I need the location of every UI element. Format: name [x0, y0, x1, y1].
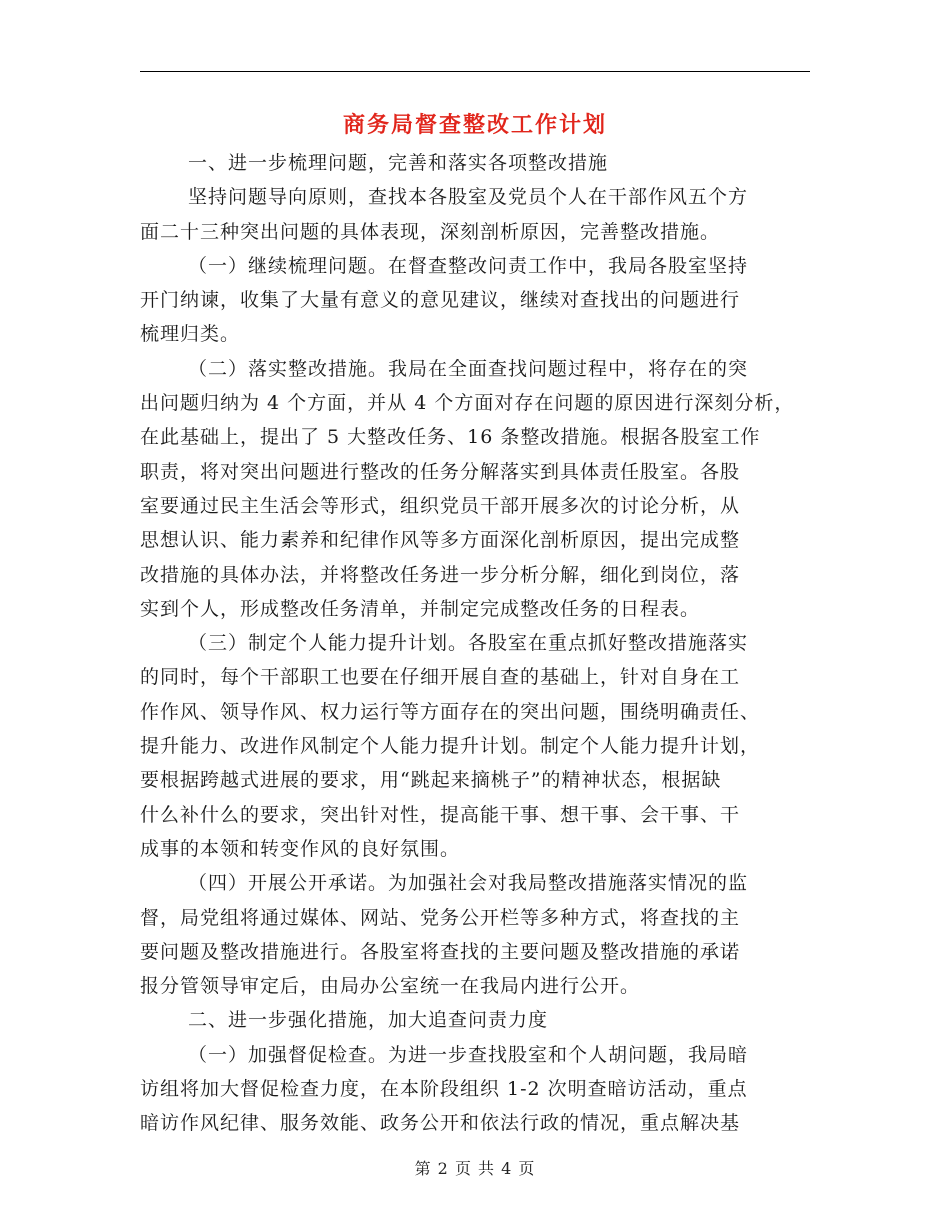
text-line: 报分管领导审定后，由局办公室统一在我局内进行公开。 — [140, 975, 641, 998]
text-line: 职责，将对突出问题进行整改的任务分解落实到具体责任股室。各股 — [140, 460, 741, 483]
text-line: （三）制定个人能力提升计划。各股室在重点抓好整改措施落实 — [188, 632, 749, 655]
text-line: 在此基础上，提出了 5 大整改任务、16 条整改措施。根据各股室工作 — [140, 426, 761, 449]
text-line: 梳理归类。 — [140, 323, 241, 346]
text-line: （一）继续梳理问题。在督查整改问责工作中，我局各股室坚持 — [188, 254, 749, 277]
text-line: 提升能力、改进作风制定个人能力提升计划。制定个人能力提升计划， — [140, 735, 761, 758]
header-rule — [140, 71, 810, 72]
page-footer: 第 2 页 共 4 页 — [414, 1159, 536, 1178]
text-line: 要根据跨越式进展的要求，用“跳起来摘桃子”的精神状态，根据缺 — [140, 769, 722, 792]
text-line: 作作风、领导作风、权力运行等方面存在的突出问题，围绕明确责任、 — [140, 700, 761, 723]
text-line: 出问题归纳为 4 个方面，并从 4 个方面对存在问题的原因进行深刻分析， — [140, 392, 795, 415]
text-line: 改措施的具体办法，并将整改任务进一步分析分解，细化到岗位，落 — [140, 563, 741, 586]
text-line: （四）开展公开承诺。为加强社会对我局整改措施落实情况的监 — [188, 872, 749, 895]
text-line: 面二十三种突出问题的具体表现，深刻剖析原因，完善整改措施。 — [140, 220, 721, 243]
text-line: （二）落实整改措施。我局在全面查找问题过程中，将存在的突 — [188, 357, 749, 380]
text-line: 暗访作风纪律、服务效能、政务公开和依法行政的情况，重点解决基 — [140, 1112, 741, 1135]
text-line: （一）加强督促检查。为进一步查找股室和个人胡问题，我局暗 — [188, 1043, 749, 1066]
document-title: 商务局督查整改工作计划 — [342, 113, 607, 138]
text-line: 的同时，每个干部职工也要在仔细开展自查的基础上，针对自身在工 — [140, 666, 741, 689]
text-line: 什么补什么的要求，突出针对性，提高能干事、想干事、会干事、干 — [140, 803, 741, 826]
text-line: 思想认识、能力素养和纪律作风等多方面深化剖析原因，提出完成整 — [140, 529, 741, 552]
text-line: 二、进一步强化措施，加大追查问责力度 — [188, 1009, 549, 1032]
text-line: 开门纳谏，收集了大量有意义的意见建议，继续对查找出的问题进行 — [140, 289, 741, 312]
text-line: 成事的本领和转变作风的良好氛围。 — [140, 837, 461, 860]
text-line: 实到个人，形成整改任务清单，并制定完成整改任务的日程表。 — [140, 597, 701, 620]
document-body — [140, 146, 820, 1141]
text-line: 要问题及整改措施进行。各股室将查找的主要问题及整改措施的承诺 — [140, 940, 741, 963]
text-line: 访组将加大督促检查力度，在本阶段组织 1-2 次明查暗访活动，重点 — [140, 1078, 748, 1101]
text-line: 一、进一步梳理问题，完善和落实各项整改措施 — [188, 152, 609, 174]
text-line: 室要通过民主生活会等形式，组织党员干部开展多次的讨论分析，从 — [140, 494, 741, 517]
text-line: 督，局党组将通过媒体、网站、党务公开栏等多种方式，将查找的主 — [140, 906, 741, 929]
text-line: 坚持问题导向原则，查找本各股室及党员个人在干部作风五个方 — [188, 186, 749, 209]
